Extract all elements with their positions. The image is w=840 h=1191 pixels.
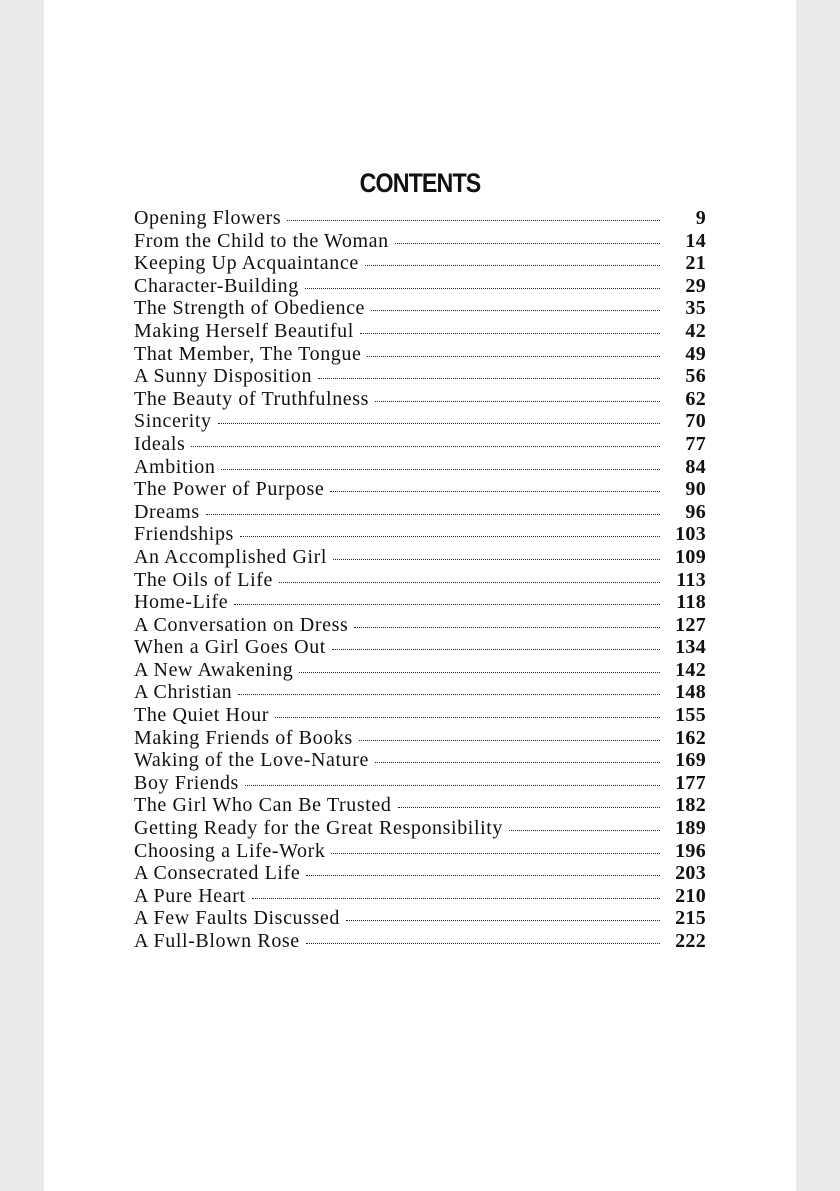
toc-entry [134, 207, 706, 230]
dot-leader [275, 717, 660, 718]
toc-entry [134, 636, 706, 659]
toc-entry [134, 343, 706, 366]
dot-leader [367, 356, 660, 357]
toc-entry [134, 388, 706, 411]
toc-entry-title: Making Herself Beautiful [134, 319, 354, 342]
toc-entry [134, 433, 706, 456]
toc-entry-title: Choosing a Life-Work [134, 839, 326, 862]
toc-entry [134, 659, 706, 682]
toc-entry-page: 148 [675, 681, 706, 704]
toc-entry-title: A Pure Heart [134, 884, 246, 907]
dot-leader [359, 740, 660, 741]
dot-leader [306, 943, 660, 944]
toc-entry [134, 772, 706, 795]
book-page [44, 0, 796, 1191]
toc-entry-title: A Full-Blown Rose [134, 930, 300, 952]
toc-entry [134, 546, 706, 569]
table-of-contents [134, 207, 706, 953]
dot-leader [218, 423, 660, 424]
toc-entry-title: From the Child to the Woman [134, 229, 389, 252]
toc-entry-title: A Sunny Disposition [134, 365, 313, 388]
toc-entry [134, 297, 706, 320]
toc-entry [134, 794, 706, 817]
dot-leader [354, 627, 660, 628]
dot-leader [331, 853, 660, 854]
toc-entry-title: Friendships [134, 523, 234, 546]
page-title: CONTENTS [359, 168, 481, 198]
toc-entry-title: Character-Building [134, 274, 299, 297]
toc-entry [134, 749, 706, 772]
toc-entry-page: 113 [676, 568, 706, 591]
toc-entry-page: 42 [685, 319, 706, 342]
toc-entry [134, 907, 706, 930]
toc-entry-page: 182 [675, 794, 706, 817]
toc-entry-page: 56 [685, 365, 706, 388]
toc-entry [134, 365, 706, 388]
toc-entry [134, 523, 706, 546]
toc-entry-page: 127 [675, 613, 706, 636]
toc-entry-page: 196 [675, 839, 706, 862]
toc-entry-page: 29 [685, 274, 706, 297]
toc-entry [134, 501, 706, 524]
toc-entry [134, 840, 706, 863]
toc-entry-page: 103 [675, 523, 706, 546]
dot-leader [279, 582, 660, 583]
toc-entry-title: A Few Faults Discussed [134, 907, 340, 930]
toc-entry-page: 162 [675, 726, 706, 749]
toc-entry-title: When a Girl Goes Out [134, 636, 326, 659]
dot-leader [375, 401, 660, 402]
dot-leader [318, 378, 660, 379]
dot-leader [333, 559, 660, 560]
toc-entry [134, 478, 706, 501]
dot-leader [346, 920, 660, 921]
toc-entry-title: Waking of the Love-Nature [134, 749, 369, 772]
toc-entry-page: 118 [676, 591, 706, 614]
toc-entry-title: That Member, The Tongue [134, 342, 362, 365]
toc-entry [134, 456, 706, 479]
toc-entry-page: 215 [675, 907, 706, 930]
toc-entry-title: The Quiet Hour [134, 704, 270, 727]
dot-leader [305, 288, 660, 289]
toc-entry [134, 569, 706, 592]
toc-entry-title: Dreams [134, 500, 200, 523]
toc-entry [134, 704, 706, 727]
toc-entry-page: 84 [685, 455, 706, 478]
toc-entry-page: 9 [695, 207, 706, 229]
dot-leader [221, 469, 660, 470]
toc-entry-page: 96 [685, 500, 706, 523]
toc-entry-title: Ambition [134, 455, 216, 478]
dot-leader [287, 220, 660, 221]
toc-entry [134, 862, 706, 885]
dot-leader [365, 265, 660, 266]
toc-entry-title: Making Friends of Books [134, 726, 353, 749]
toc-entry-page: 70 [685, 410, 706, 433]
toc-entry-page: 35 [685, 297, 706, 320]
toc-entry-title: A Conversation on Dress [134, 613, 349, 636]
dot-leader [509, 830, 660, 831]
dot-leader [252, 898, 660, 899]
toc-entry [134, 885, 706, 908]
toc-entry [134, 320, 706, 343]
toc-entry-page: 189 [675, 817, 706, 840]
toc-entry-page: 134 [675, 636, 706, 659]
toc-entry-page: 177 [675, 771, 706, 794]
toc-entry-page: 62 [685, 387, 706, 410]
dot-leader [371, 310, 660, 311]
toc-entry [134, 727, 706, 750]
toc-entry [134, 252, 706, 275]
dot-leader [395, 243, 660, 244]
toc-entry-page: 155 [675, 704, 706, 727]
toc-entry-title: An Accomplished Girl [134, 545, 328, 568]
dot-leader [375, 762, 660, 763]
dot-leader [398, 807, 661, 808]
toc-entry-page: 169 [675, 749, 706, 772]
toc-entry [134, 275, 706, 298]
toc-entry-page: 210 [675, 884, 706, 907]
toc-entry [134, 681, 706, 704]
toc-entry-page: 14 [685, 229, 706, 252]
dot-leader [306, 875, 660, 876]
toc-entry-page: 142 [675, 658, 706, 681]
toc-entry-title: Ideals [134, 432, 186, 455]
toc-entry [134, 930, 706, 953]
toc-entry-title: Home-Life [134, 591, 229, 614]
dot-leader [360, 333, 660, 334]
dot-leader [299, 672, 660, 673]
toc-entry-page: 222 [675, 930, 706, 952]
toc-entry-title: Keeping Up Acquaintance [134, 252, 359, 275]
toc-entry-title: A New Awakening [134, 658, 294, 681]
toc-entry-title: The Strength of Obedience [134, 297, 366, 320]
toc-entry-page: 90 [685, 478, 706, 501]
toc-entry-page: 77 [685, 432, 706, 455]
dot-leader [234, 604, 660, 605]
toc-entry-page: 109 [675, 545, 706, 568]
toc-entry [134, 410, 706, 433]
toc-entry [134, 230, 706, 253]
dot-leader [191, 446, 660, 447]
toc-entry [134, 817, 706, 840]
toc-entry-title: The Oils of Life [134, 568, 274, 591]
dot-leader [238, 694, 660, 695]
toc-entry-title: Boy Friends [134, 771, 239, 794]
toc-entry-title: The Power of Purpose [134, 478, 325, 501]
toc-entry [134, 591, 706, 614]
toc-entry [134, 614, 706, 637]
dot-leader [332, 649, 660, 650]
toc-entry-title: Getting Ready for the Great Responsibility [134, 817, 504, 840]
dot-leader [330, 491, 660, 492]
dot-leader [240, 536, 660, 537]
toc-entry-page: 21 [685, 252, 706, 275]
dot-leader [206, 514, 660, 515]
toc-entry-title: Sincerity [134, 410, 212, 433]
toc-entry-page: 203 [675, 862, 706, 885]
toc-entry-title: A Consecrated Life [134, 862, 301, 885]
toc-entry-page: 49 [685, 342, 706, 365]
toc-entry-title: A Christian [134, 681, 233, 704]
toc-entry-title: The Beauty of Truthfulness [134, 387, 370, 410]
toc-entry-title: Opening Flowers [134, 207, 282, 229]
dot-leader [245, 785, 660, 786]
toc-entry-title: The Girl Who Can Be Trusted [134, 794, 392, 817]
